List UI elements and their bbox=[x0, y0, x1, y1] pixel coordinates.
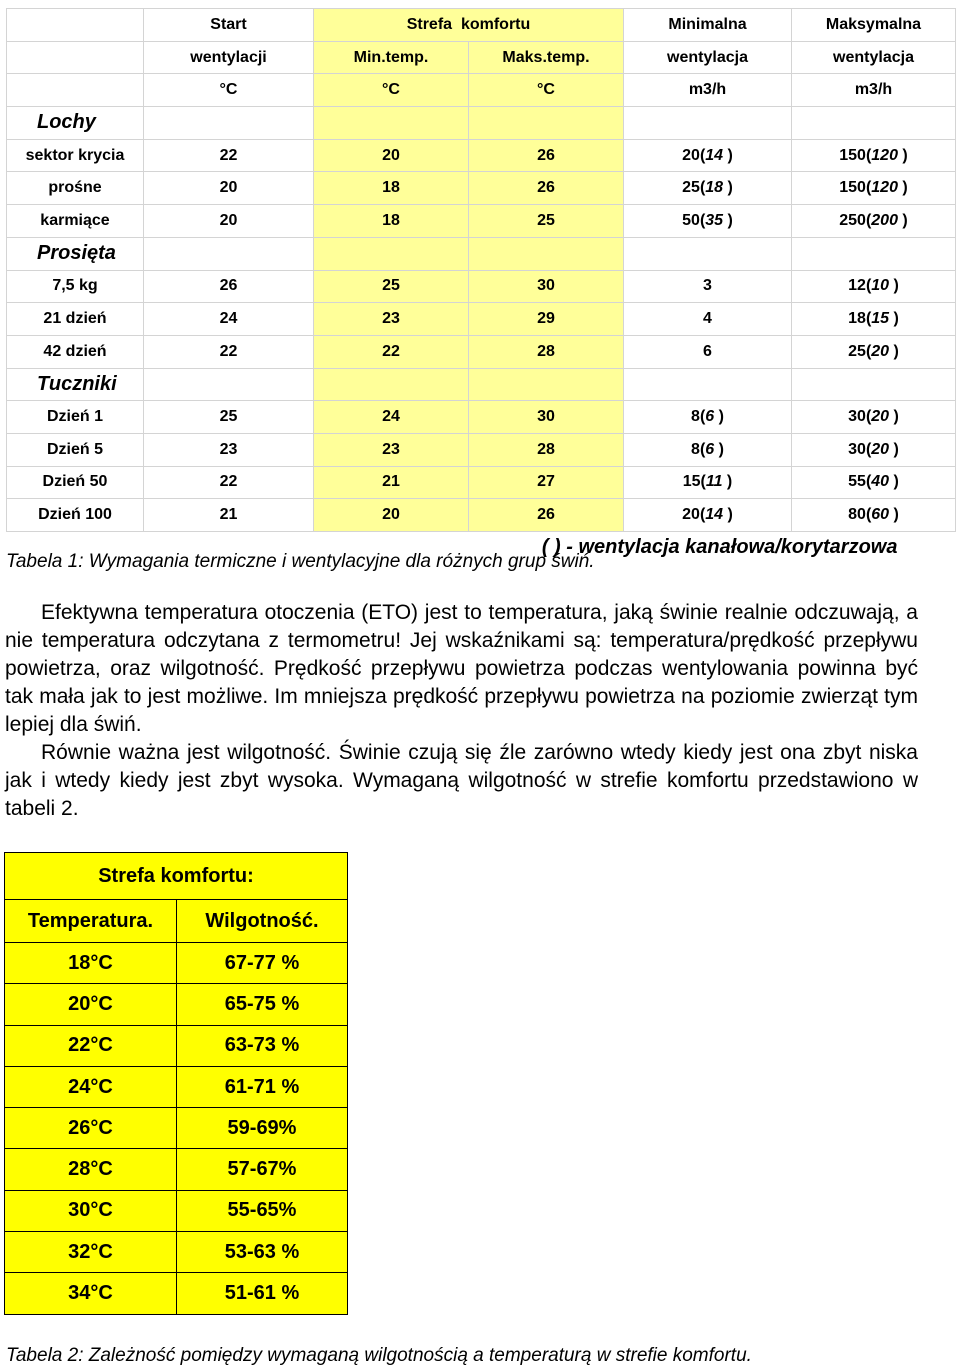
header-cell: Minimalna bbox=[624, 9, 792, 42]
ventilation-table-body bbox=[7, 9, 956, 564]
ventilation-value: 8 bbox=[691, 440, 700, 458]
paragraph: Efektywna temperatura otoczenia (ETO) jest to temperatura, jaką świnie realnie odczuwają, a nie temperatura odczytana z termometru! Jej wskaźnikami są: temperatura/prędkość przepływu powietrza, oraz wilgotność. Prędkość przepływu powietrza podczas wentylowania powinna być tak mała jak to jest możliwe. Im mniejsza prędkość przepływu powietrza na poziomie zwierząt tym lepiej dla świń. bbox=[5, 601, 918, 736]
start-ventilation-cell: 25 bbox=[144, 401, 314, 434]
ventilation-value: 150 bbox=[839, 146, 866, 164]
humidity-table-title: Strefa komfortu: bbox=[5, 853, 348, 900]
row-label: sektor krycia bbox=[7, 139, 144, 172]
humidity-table-title-row bbox=[5, 853, 348, 900]
humidity-cell: 51-61 % bbox=[177, 1273, 348, 1314]
empty-cell bbox=[144, 107, 314, 140]
table-row bbox=[7, 303, 956, 336]
ventilation-value: 50 bbox=[682, 211, 700, 229]
unit-cell: °C bbox=[314, 74, 469, 107]
group-name: Tuczniki bbox=[7, 368, 144, 401]
channel-ventilation-value: 20 bbox=[871, 342, 890, 360]
table-row bbox=[7, 205, 956, 238]
humidity-cell: 63-73 % bbox=[177, 1025, 348, 1066]
ventilation-value: 3 bbox=[703, 277, 712, 295]
ventilation-value: 250 bbox=[839, 211, 866, 229]
ventilation-value: 150 bbox=[839, 179, 866, 197]
unit-cell: °C bbox=[144, 74, 314, 107]
group-name: Lochy bbox=[7, 107, 144, 140]
temperature-cell: 18°C bbox=[5, 943, 177, 984]
humidity-row bbox=[5, 1025, 348, 1066]
header-cell bbox=[7, 9, 144, 42]
table-row bbox=[7, 401, 956, 434]
channel-ventilation-value: 6 bbox=[705, 408, 715, 426]
temperature-cell: 28°C bbox=[5, 1149, 177, 1190]
table-row bbox=[7, 139, 956, 172]
empty-cell bbox=[469, 237, 624, 270]
min-ventilation-cell: 20(14 ) bbox=[624, 139, 792, 172]
max-ventilation-cell: 25(20 ) bbox=[792, 335, 956, 368]
header-cell bbox=[7, 41, 144, 74]
channel-ventilation-value: 200 bbox=[871, 211, 898, 229]
table-row bbox=[7, 466, 956, 499]
ventilation-value: 80 bbox=[848, 506, 866, 524]
start-ventilation-cell: 22 bbox=[144, 335, 314, 368]
table-row bbox=[7, 499, 956, 532]
header-cell: wentylacja bbox=[792, 41, 956, 74]
humidity-row bbox=[5, 1232, 348, 1273]
min-temp-cell: 24 bbox=[314, 401, 469, 434]
min-temp-cell: 25 bbox=[314, 270, 469, 303]
empty-cell bbox=[469, 368, 624, 401]
empty-cell bbox=[144, 368, 314, 401]
humidity-cell: 61-71 % bbox=[177, 1066, 348, 1107]
max-temp-cell: 26 bbox=[469, 172, 624, 205]
temperature-cell: 24°C bbox=[5, 1066, 177, 1107]
ventilation-value: 55 bbox=[848, 473, 866, 491]
ventilation-value: 6 bbox=[703, 342, 712, 360]
header-cell: Start bbox=[144, 9, 314, 42]
humidity-cell: 53-63 % bbox=[177, 1232, 348, 1273]
max-ventilation-cell: 250(200 ) bbox=[792, 205, 956, 238]
humidity-table-header-row bbox=[5, 900, 348, 943]
channel-ventilation-value: 18 bbox=[705, 179, 724, 197]
row-label: Dzień 5 bbox=[7, 433, 144, 466]
start-ventilation-cell: 21 bbox=[144, 499, 314, 532]
min-ventilation-cell: 20(14 ) bbox=[624, 499, 792, 532]
channel-ventilation-value: 14 bbox=[705, 146, 724, 164]
channel-ventilation-value: 35 bbox=[705, 211, 724, 229]
min-ventilation-cell: 8(6 ) bbox=[624, 433, 792, 466]
max-temp-cell: 28 bbox=[469, 335, 624, 368]
humidity-row bbox=[5, 1190, 348, 1231]
max-temp-cell: 28 bbox=[469, 433, 624, 466]
start-ventilation-cell: 22 bbox=[144, 466, 314, 499]
min-temp-cell: 20 bbox=[314, 139, 469, 172]
temperature-cell: 22°C bbox=[5, 1025, 177, 1066]
max-temp-cell: 29 bbox=[469, 303, 624, 336]
empty-cell bbox=[792, 368, 956, 401]
max-ventilation-cell: 150(120 ) bbox=[792, 139, 956, 172]
humidity-header: Wilgotność. bbox=[177, 900, 348, 943]
ventilation-value: 8 bbox=[691, 408, 700, 426]
ventilation-requirements-table bbox=[6, 8, 956, 564]
humidity-row bbox=[5, 943, 348, 984]
ventilation-value: 20 bbox=[682, 146, 700, 164]
min-ventilation-cell: 25(18 ) bbox=[624, 172, 792, 205]
temperature-cell: 20°C bbox=[5, 984, 177, 1025]
min-ventilation-cell bbox=[624, 303, 792, 336]
min-temp-cell: 23 bbox=[314, 433, 469, 466]
row-label: Dzień 1 bbox=[7, 401, 144, 434]
row-label: 21 dzień bbox=[7, 303, 144, 336]
channel-ventilation-value: 40 bbox=[871, 473, 890, 491]
start-ventilation-cell: 23 bbox=[144, 433, 314, 466]
empty-cell bbox=[792, 107, 956, 140]
header-row-units bbox=[7, 74, 956, 107]
body-text bbox=[5, 599, 918, 823]
min-ventilation-cell: 8(6 ) bbox=[624, 401, 792, 434]
min-ventilation-cell bbox=[624, 335, 792, 368]
empty-cell bbox=[792, 237, 956, 270]
group-row bbox=[7, 107, 956, 140]
unit-cell: m3/h bbox=[792, 74, 956, 107]
group-name: Prosięta bbox=[7, 237, 144, 270]
row-label: prośne bbox=[7, 172, 144, 205]
max-temp-cell: 26 bbox=[469, 139, 624, 172]
ventilation-value: 12 bbox=[848, 277, 866, 295]
max-temp-cell: 30 bbox=[469, 401, 624, 434]
humidity-table bbox=[4, 852, 348, 1315]
table-row bbox=[7, 433, 956, 466]
humidity-cell: 65-75 % bbox=[177, 984, 348, 1025]
temperature-cell: 30°C bbox=[5, 1190, 177, 1231]
table-row bbox=[7, 172, 956, 205]
unit-cell: m3/h bbox=[624, 74, 792, 107]
max-ventilation-cell: 150(120 ) bbox=[792, 172, 956, 205]
header-cell: Maksymalna bbox=[792, 9, 956, 42]
table2-caption: Tabela 2: Zależność pomiędzy wymaganą wilgotnością a temperaturą w strefie komfortu. bbox=[6, 1345, 752, 1366]
max-ventilation-cell: 18(15 ) bbox=[792, 303, 956, 336]
max-temp-cell: 27 bbox=[469, 466, 624, 499]
humidity-row bbox=[5, 1149, 348, 1190]
start-ventilation-cell: 24 bbox=[144, 303, 314, 336]
channel-ventilation-value: 20 bbox=[871, 408, 890, 426]
max-ventilation-cell: 30(20 ) bbox=[792, 433, 956, 466]
temperature-cell: 26°C bbox=[5, 1108, 177, 1149]
temperature-cell: 32°C bbox=[5, 1232, 177, 1273]
empty-cell bbox=[314, 368, 469, 401]
empty-cell bbox=[314, 107, 469, 140]
start-ventilation-cell: 26 bbox=[144, 270, 314, 303]
row-label: 42 dzień bbox=[7, 335, 144, 368]
ventilation-value: 18 bbox=[848, 310, 866, 328]
min-temp-cell: 18 bbox=[314, 172, 469, 205]
header-cell-comfort-zone: Strefa komfortu bbox=[314, 9, 624, 42]
channel-ventilation-value: 11 bbox=[705, 473, 723, 491]
humidity-cell: 67-77 % bbox=[177, 943, 348, 984]
channel-ventilation-value: 15 bbox=[871, 310, 890, 328]
channel-ventilation-value: 120 bbox=[871, 179, 898, 197]
row-label: 7,5 kg bbox=[7, 270, 144, 303]
header-cell: Min.temp. bbox=[314, 41, 469, 74]
max-ventilation-cell: 55(40 ) bbox=[792, 466, 956, 499]
table-row bbox=[7, 270, 956, 303]
row-label: Dzień 50 bbox=[7, 466, 144, 499]
humidity-row bbox=[5, 984, 348, 1025]
header-row-2 bbox=[7, 41, 956, 74]
row-label: Dzień 100 bbox=[7, 499, 144, 532]
ventilation-value: 20 bbox=[682, 506, 700, 524]
max-temp-cell: 30 bbox=[469, 270, 624, 303]
temperature-header: Temperatura. bbox=[5, 900, 177, 943]
ventilation-value: 30 bbox=[848, 440, 866, 458]
channel-ventilation-value: 6 bbox=[705, 440, 715, 458]
group-row bbox=[7, 368, 956, 401]
max-temp-cell: 25 bbox=[469, 205, 624, 238]
channel-ventilation-value: 20 bbox=[871, 440, 890, 458]
channel-ventilation-value: 60 bbox=[871, 506, 890, 524]
header-cell: wentylacja bbox=[624, 41, 792, 74]
empty-cell bbox=[624, 368, 792, 401]
channel-ventilation-value: 10 bbox=[871, 277, 890, 295]
max-ventilation-cell: 30(20 ) bbox=[792, 401, 956, 434]
start-ventilation-cell: 20 bbox=[144, 172, 314, 205]
temperature-cell: 34°C bbox=[5, 1273, 177, 1314]
header-cell: Maks.temp. bbox=[469, 41, 624, 74]
header-cell: wentylacji bbox=[144, 41, 314, 74]
header-row-1 bbox=[7, 9, 956, 42]
channel-ventilation-note: ( ) - wentylacja kanałowa/korytarzowa bbox=[541, 536, 898, 559]
row-label: karmiące bbox=[7, 205, 144, 238]
max-ventilation-cell: 80(60 ) bbox=[792, 499, 956, 532]
paragraph: Równie ważna jest wilgotność. Świnie czują się źle zarówno wtedy kiedy jest ona zbyt niska jak i wtedy kiedy jest zbyt wysoka. Wymaganą wilgotność w strefie komfortu przedstawiono w tabeli 2. bbox=[5, 741, 918, 820]
humidity-cell: 59-69% bbox=[177, 1108, 348, 1149]
min-temp-cell: 21 bbox=[314, 466, 469, 499]
humidity-row bbox=[5, 1273, 348, 1314]
min-temp-cell: 18 bbox=[314, 205, 469, 238]
min-temp-cell: 22 bbox=[314, 335, 469, 368]
min-ventilation-cell: 50(35 ) bbox=[624, 205, 792, 238]
channel-ventilation-value: 14 bbox=[705, 506, 724, 524]
empty-cell bbox=[469, 107, 624, 140]
humidity-table-body bbox=[5, 853, 348, 1315]
humidity-row bbox=[5, 1108, 348, 1149]
empty-cell bbox=[144, 237, 314, 270]
humidity-cell: 57-67% bbox=[177, 1149, 348, 1190]
max-ventilation-cell: 12(10 ) bbox=[792, 270, 956, 303]
humidity-row bbox=[5, 1066, 348, 1107]
ventilation-value: 25 bbox=[682, 179, 700, 197]
empty-cell bbox=[624, 237, 792, 270]
min-ventilation-cell bbox=[624, 270, 792, 303]
max-temp-cell: 26 bbox=[469, 499, 624, 532]
empty-cell bbox=[624, 107, 792, 140]
min-temp-cell: 20 bbox=[314, 499, 469, 532]
min-ventilation-cell: 15(11 ) bbox=[624, 466, 792, 499]
empty-cell bbox=[314, 237, 469, 270]
ventilation-value: 25 bbox=[848, 342, 866, 360]
unit-cell: °C bbox=[469, 74, 624, 107]
channel-ventilation-value: 120 bbox=[871, 146, 898, 164]
start-ventilation-cell: 20 bbox=[144, 205, 314, 238]
start-ventilation-cell: 22 bbox=[144, 139, 314, 172]
table-row bbox=[7, 335, 956, 368]
group-row bbox=[7, 237, 956, 270]
header-cell bbox=[7, 74, 144, 107]
humidity-cell: 55-65% bbox=[177, 1190, 348, 1231]
ventilation-value: 4 bbox=[703, 310, 712, 328]
table1-caption: Tabela 1: Wymagania termiczne i wentylacyjne dla różnych grup świń. bbox=[6, 551, 595, 572]
min-temp-cell: 23 bbox=[314, 303, 469, 336]
ventilation-value: 15 bbox=[682, 473, 701, 491]
ventilation-value: 30 bbox=[848, 408, 866, 426]
